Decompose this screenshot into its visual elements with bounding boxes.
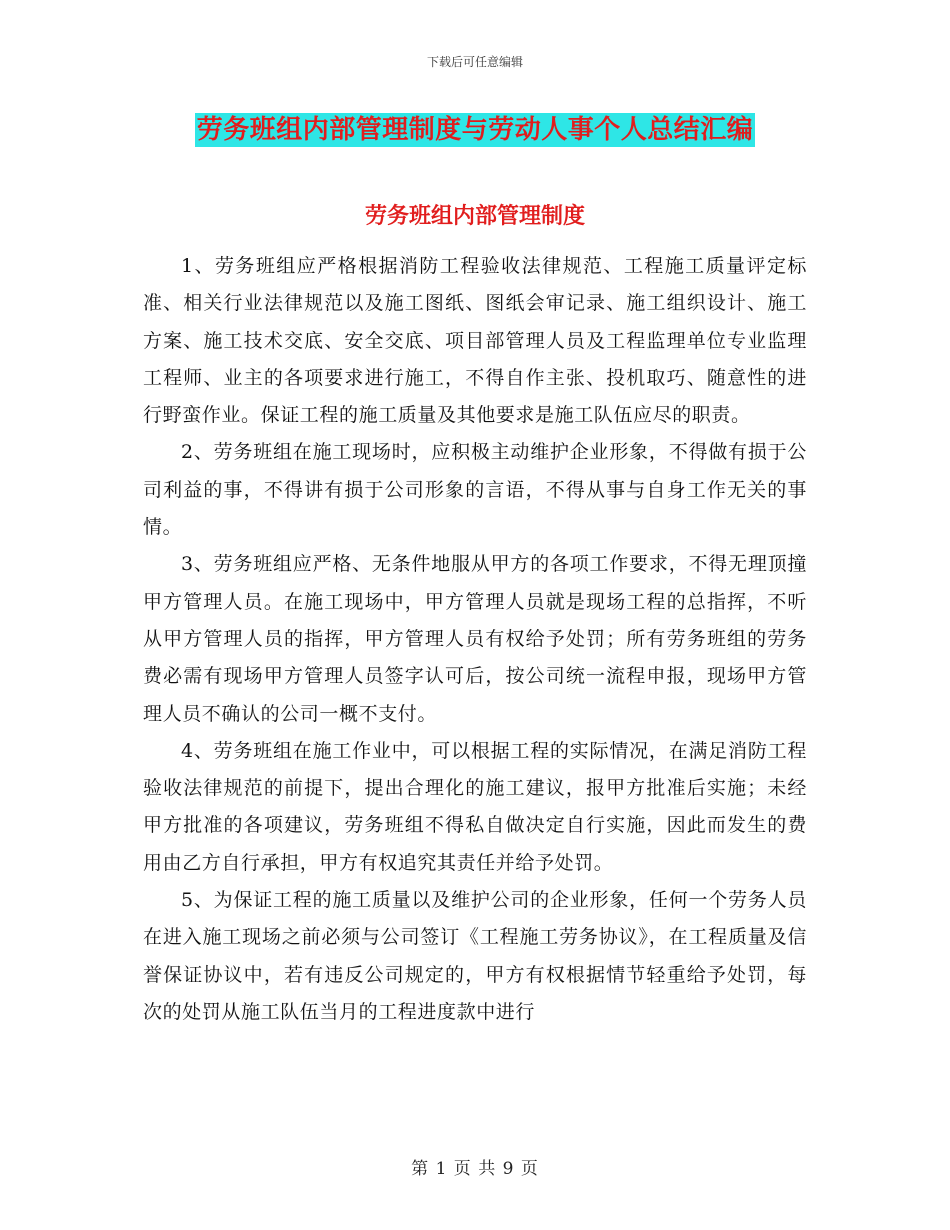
page-footer: 第 1 页 共 9 页 (411, 1159, 539, 1179)
document-body (143, 248, 807, 1031)
paragraph: 4、劳务班组在施工作业中，可以根据工程的实际情况，在满足消防工程验收法律规范的前提下，提出合理化的施工建议，报甲方批准后实施；未经甲方批准的各项建议，劳务班组不得私自做决定自行实施，因此而发生的费用由乙方自行承担，甲方有权追究其责任并给予处罚。 (143, 739, 807, 874)
paragraph: 3、劳务班组应严格、无条件地服从甲方的各项工作要求，不得无理顶撞甲方管理人员。在施工现场中，甲方管理人员就是现场工程的总指挥，不听从甲方管理人员的指挥，甲方管理人员有权给予处罚；所有劳务班组的劳务费必需有现场甲方管理人员签字认可后，按公司统一流程申报，现场甲方管理人员不确认的公司一概不支付。 (143, 553, 807, 725)
section-title: 劳务班组内部管理制度 (364, 203, 585, 229)
paragraph: 5、为保证工程的施工质量以及维护公司的企业形象，任何一个劳务人员在进入施工现场之前必须与公司签订《工程施工劳务协议》，在工程质量及信誉保证协议中，若有违反公司规定的，甲方有权根据情节轻重给予处罚，每次的处罚从施工队伍当月的工程进度款中进行 (143, 889, 807, 1023)
paragraph: 2、劳务班组在施工现场时，应积极主动维护企业形象，不得做有损于公司利益的事，不得讲有损于公司形象的言语，不得从事与自身工作无关的事情。 (143, 441, 807, 539)
header-note: 下载后可任意编辑 (426, 55, 523, 69)
paragraph: 1、劳务班组应严格根据消防工程验收法律规范、工程施工质量评定标准、相关行业法律规范以及施工图纸、图纸会审记录、施工组织设计、施工方案、施工技术交底、安全交底、项目部管理人员及工程监理单位专业监理工程师、业主的各项要求进行施工，不得自作主张、投机取巧、随意性的进行野蛮作业。保证工程的施工质量及其他要求是施工队伍应尽的职责。 (143, 255, 807, 427)
document-title: 劳务班组内部管理制度与劳动人事个人总结汇编 (196, 115, 754, 145)
document-title-container (0, 113, 950, 147)
